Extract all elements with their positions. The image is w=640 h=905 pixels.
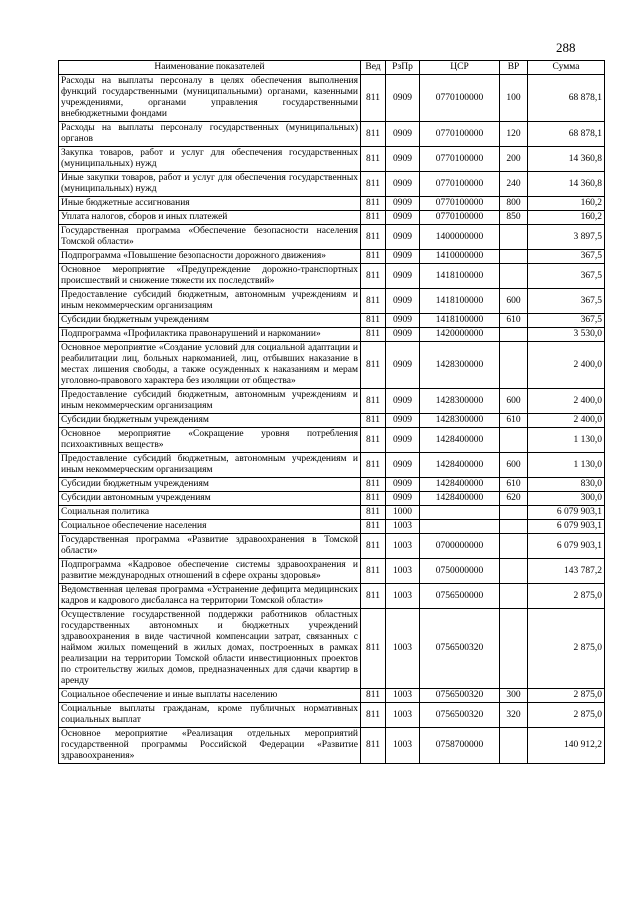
row-name: Предоставление субсидий бюджетным, автономным учреждениям и иным некоммерческим организациям <box>59 453 361 478</box>
row-ved: 811 <box>361 559 386 584</box>
row-sum: 2 400,0 <box>528 342 605 389</box>
header-sum: Сумма <box>528 61 605 75</box>
row-csr <box>420 520 500 534</box>
row-ved: 811 <box>361 314 386 328</box>
header-name: Наименование показателей <box>59 61 361 75</box>
row-name: Иные закупки товаров, работ и услуг для обеспечения государственных (муниципальных) нужд <box>59 172 361 197</box>
row-vr <box>500 520 528 534</box>
row-rzpr: 0909 <box>386 197 420 211</box>
table-row <box>59 122 605 147</box>
row-ved: 811 <box>361 75 386 122</box>
row-rzpr: 0909 <box>386 314 420 328</box>
row-name: Основное мероприятие «Создание условий для социальной адаптации и реабилитации лиц, больных наркоманией, лиц, отбывших наказание в местах лишения свободы, а также осужденных к наказаниям и мерам уголовно-правового характера без изоляции от общества» <box>59 342 361 389</box>
row-name: Государственная программа «Обеспечение безопасности населения Томской области» <box>59 225 361 250</box>
header-rzpr: РзПр <box>386 61 420 75</box>
row-vr <box>500 534 528 559</box>
table-row <box>59 197 605 211</box>
row-vr <box>500 506 528 520</box>
row-vr: 610 <box>500 478 528 492</box>
table-row <box>59 314 605 328</box>
table-row <box>59 609 605 689</box>
row-ved: 811 <box>361 584 386 609</box>
table-row <box>59 75 605 122</box>
row-name: Основное мероприятие «Сокращение уровня потребления психоактивных веществ» <box>59 428 361 453</box>
row-rzpr: 0909 <box>386 453 420 478</box>
row-csr: 1428400000 <box>420 453 500 478</box>
row-ved: 811 <box>361 122 386 147</box>
row-vr: 600 <box>500 389 528 414</box>
row-sum: 6 079 903,1 <box>528 534 605 559</box>
row-name: Основное мероприятие «Реализация отдельных мероприятий государственной программы Российской Федерации «Развитие здравоохранения» <box>59 728 361 764</box>
row-vr: 120 <box>500 122 528 147</box>
row-sum: 367,5 <box>528 289 605 314</box>
table-row <box>59 584 605 609</box>
row-csr: 0756500320 <box>420 703 500 728</box>
row-rzpr: 0909 <box>386 264 420 289</box>
row-csr: 1428300000 <box>420 414 500 428</box>
row-ved: 811 <box>361 428 386 453</box>
row-rzpr: 0909 <box>386 389 420 414</box>
row-sum: 2 875,0 <box>528 584 605 609</box>
header-csr: ЦСР <box>420 61 500 75</box>
row-rzpr: 1003 <box>386 609 420 689</box>
row-csr: 0770100000 <box>420 75 500 122</box>
row-sum: 2 400,0 <box>528 414 605 428</box>
table-row <box>59 328 605 342</box>
table-row <box>59 172 605 197</box>
row-vr <box>500 728 528 764</box>
row-vr <box>500 584 528 609</box>
row-rzpr: 0909 <box>386 122 420 147</box>
row-csr: 1418100000 <box>420 314 500 328</box>
row-csr: 0770100000 <box>420 197 500 211</box>
row-sum: 300,0 <box>528 492 605 506</box>
row-sum: 2 875,0 <box>528 609 605 689</box>
row-rzpr: 0909 <box>386 342 420 389</box>
row-name: Субсидии бюджетным учреждениям <box>59 478 361 492</box>
row-csr: 0770100000 <box>420 147 500 172</box>
row-sum: 3 530,0 <box>528 328 605 342</box>
row-sum: 143 787,2 <box>528 559 605 584</box>
row-ved: 811 <box>361 225 386 250</box>
budget-table <box>58 60 605 764</box>
table-row <box>59 389 605 414</box>
row-vr: 610 <box>500 314 528 328</box>
row-ved: 811 <box>361 506 386 520</box>
row-vr: 100 <box>500 75 528 122</box>
row-csr: 0770100000 <box>420 122 500 147</box>
row-name: Подпрограмма «Профилактика правонарушений и наркомании» <box>59 328 361 342</box>
row-vr: 610 <box>500 414 528 428</box>
row-vr: 600 <box>500 453 528 478</box>
row-name: Государственная программа «Развитие здравоохранения в Томской области» <box>59 534 361 559</box>
row-csr: 0756500320 <box>420 609 500 689</box>
row-rzpr: 0909 <box>386 250 420 264</box>
row-ved: 811 <box>361 147 386 172</box>
row-vr <box>500 225 528 250</box>
row-name: Иные бюджетные ассигнования <box>59 197 361 211</box>
row-csr: 1418100000 <box>420 289 500 314</box>
row-rzpr: 0909 <box>386 211 420 225</box>
row-ved: 811 <box>361 728 386 764</box>
row-rzpr: 0909 <box>386 478 420 492</box>
row-sum: 68 878,1 <box>528 75 605 122</box>
row-name: Расходы на выплаты персоналу государственных (муниципальных) органов <box>59 122 361 147</box>
row-csr: 0770100000 <box>420 172 500 197</box>
row-csr: 0700000000 <box>420 534 500 559</box>
row-vr: 620 <box>500 492 528 506</box>
row-vr: 320 <box>500 703 528 728</box>
row-sum: 6 079 903,1 <box>528 506 605 520</box>
table-row <box>59 703 605 728</box>
row-rzpr: 0909 <box>386 75 420 122</box>
table-body <box>59 75 605 764</box>
row-name: Социальная политика <box>59 506 361 520</box>
row-vr: 600 <box>500 289 528 314</box>
table-row <box>59 728 605 764</box>
table-row <box>59 559 605 584</box>
row-sum: 2 875,0 <box>528 689 605 703</box>
row-name: Социальное обеспечение и иные выплаты населению <box>59 689 361 703</box>
row-ved: 811 <box>361 453 386 478</box>
table-row <box>59 478 605 492</box>
row-sum: 830,0 <box>528 478 605 492</box>
row-rzpr: 0909 <box>386 414 420 428</box>
row-ved: 811 <box>361 478 386 492</box>
row-ved: 811 <box>361 250 386 264</box>
row-ved: 811 <box>361 389 386 414</box>
table-row <box>59 264 605 289</box>
row-vr <box>500 428 528 453</box>
row-sum: 367,5 <box>528 264 605 289</box>
row-csr: 0770100000 <box>420 211 500 225</box>
row-csr: 1400000000 <box>420 225 500 250</box>
row-vr <box>500 250 528 264</box>
table-row <box>59 147 605 172</box>
header-vr: ВР <box>500 61 528 75</box>
page-number: 288 <box>556 40 576 55</box>
row-sum: 1 130,0 <box>528 428 605 453</box>
row-rzpr: 1003 <box>386 703 420 728</box>
row-rzpr: 1003 <box>386 520 420 534</box>
row-rzpr: 0909 <box>386 289 420 314</box>
row-csr: 1428400000 <box>420 492 500 506</box>
table-row <box>59 534 605 559</box>
row-name: Расходы на выплаты персоналу в целях обеспечения выполнения функций государственными (муниципальными) органами, казенными учреждениями, органами управления государственными внебюджетными фондами <box>59 75 361 122</box>
row-vr <box>500 609 528 689</box>
row-ved: 811 <box>361 492 386 506</box>
row-rzpr: 0909 <box>386 147 420 172</box>
row-sum: 140 912,2 <box>528 728 605 764</box>
row-rzpr: 1003 <box>386 728 420 764</box>
row-ved: 811 <box>361 703 386 728</box>
row-name: Субсидии автономным учреждениям <box>59 492 361 506</box>
table-row <box>59 289 605 314</box>
row-vr: 300 <box>500 689 528 703</box>
row-rzpr: 1003 <box>386 559 420 584</box>
row-name: Уплата налогов, сборов и иных платежей <box>59 211 361 225</box>
row-sum: 6 079 903,1 <box>528 520 605 534</box>
row-ved: 811 <box>361 520 386 534</box>
row-rzpr: 1003 <box>386 689 420 703</box>
row-csr: 0756500000 <box>420 584 500 609</box>
row-vr <box>500 559 528 584</box>
row-ved: 811 <box>361 689 386 703</box>
row-name: Подпрограмма «Повышение безопасности дорожного движения» <box>59 250 361 264</box>
table-row <box>59 506 605 520</box>
table-row <box>59 342 605 389</box>
row-csr: 1420000000 <box>420 328 500 342</box>
table-row <box>59 225 605 250</box>
row-csr: 0750000000 <box>420 559 500 584</box>
row-sum: 14 360,8 <box>528 172 605 197</box>
table-row <box>59 428 605 453</box>
row-name: Предоставление субсидий бюджетным, автономным учреждениям и иным некоммерческим организациям <box>59 289 361 314</box>
row-vr: 200 <box>500 147 528 172</box>
row-rzpr: 0909 <box>386 328 420 342</box>
table-row <box>59 250 605 264</box>
row-vr: 800 <box>500 197 528 211</box>
row-name: Ведомственная целевая программа «Устранение дефицита медицинских кадров и кадрового дисбаланса на территории Томской области» <box>59 584 361 609</box>
row-name: Подпрограмма «Кадровое обеспечение системы здравоохранения и развитие международных отношений в сфере охраны здоровья» <box>59 559 361 584</box>
table-row <box>59 689 605 703</box>
row-name: Основное мероприятие «Предупреждение дорожно-транспортных происшествий и снижение тяжести их последствий» <box>59 264 361 289</box>
table-row <box>59 211 605 225</box>
row-vr: 850 <box>500 211 528 225</box>
row-csr: 1428300000 <box>420 389 500 414</box>
header-ved: Вед <box>361 61 386 75</box>
row-rzpr: 1003 <box>386 584 420 609</box>
row-csr <box>420 506 500 520</box>
table-row <box>59 492 605 506</box>
row-sum: 367,5 <box>528 250 605 264</box>
row-sum: 14 360,8 <box>528 147 605 172</box>
row-ved: 811 <box>361 609 386 689</box>
row-sum: 2 875,0 <box>528 703 605 728</box>
row-sum: 160,2 <box>528 197 605 211</box>
row-csr: 1410000000 <box>420 250 500 264</box>
row-rzpr: 1003 <box>386 534 420 559</box>
row-name: Закупка товаров, работ и услуг для обеспечения государственных (муниципальных) нужд <box>59 147 361 172</box>
row-csr: 1428300000 <box>420 342 500 389</box>
row-sum: 68 878,1 <box>528 122 605 147</box>
table-row <box>59 520 605 534</box>
row-rzpr: 0909 <box>386 172 420 197</box>
row-csr: 0756500320 <box>420 689 500 703</box>
row-ved: 811 <box>361 211 386 225</box>
row-rzpr: 0909 <box>386 492 420 506</box>
row-rzpr: 1000 <box>386 506 420 520</box>
table-row <box>59 414 605 428</box>
row-ved: 811 <box>361 197 386 211</box>
row-name: Социальные выплаты гражданам, кроме публичных нормативных социальных выплат <box>59 703 361 728</box>
row-sum: 1 130,0 <box>528 453 605 478</box>
row-name: Осуществление государственной поддержки работников областных государственных автономных и бюджетных учреждений здравоохранения в виде частичной компенсации затрат, связанных с наймом жилых помещений в жилых домах, построенных в рамках реализации на территории Томской области инвестиционных проектов по строительству жилых домов, предназначенных для сдачи квартир в аренду <box>59 609 361 689</box>
row-ved: 811 <box>361 342 386 389</box>
row-sum: 367,5 <box>528 314 605 328</box>
row-ved: 811 <box>361 328 386 342</box>
row-vr: 240 <box>500 172 528 197</box>
row-ved: 811 <box>361 264 386 289</box>
row-rzpr: 0909 <box>386 428 420 453</box>
row-sum: 160,2 <box>528 211 605 225</box>
row-name: Субсидии бюджетным учреждениям <box>59 414 361 428</box>
row-csr: 1418100000 <box>420 264 500 289</box>
table-header-row <box>59 61 605 75</box>
row-sum: 2 400,0 <box>528 389 605 414</box>
row-vr <box>500 328 528 342</box>
row-ved: 811 <box>361 414 386 428</box>
row-csr: 1428400000 <box>420 478 500 492</box>
row-vr <box>500 264 528 289</box>
row-name: Субсидии бюджетным учреждениям <box>59 314 361 328</box>
row-sum: 3 897,5 <box>528 225 605 250</box>
row-ved: 811 <box>361 534 386 559</box>
row-csr: 0758700000 <box>420 728 500 764</box>
row-name: Предоставление субсидий бюджетным, автономным учреждениям и иным некоммерческим организациям <box>59 389 361 414</box>
row-csr: 1428400000 <box>420 428 500 453</box>
row-vr <box>500 342 528 389</box>
row-name: Социальное обеспечение населения <box>59 520 361 534</box>
table-row <box>59 453 605 478</box>
row-ved: 811 <box>361 289 386 314</box>
row-ved: 811 <box>361 172 386 197</box>
row-rzpr: 0909 <box>386 225 420 250</box>
